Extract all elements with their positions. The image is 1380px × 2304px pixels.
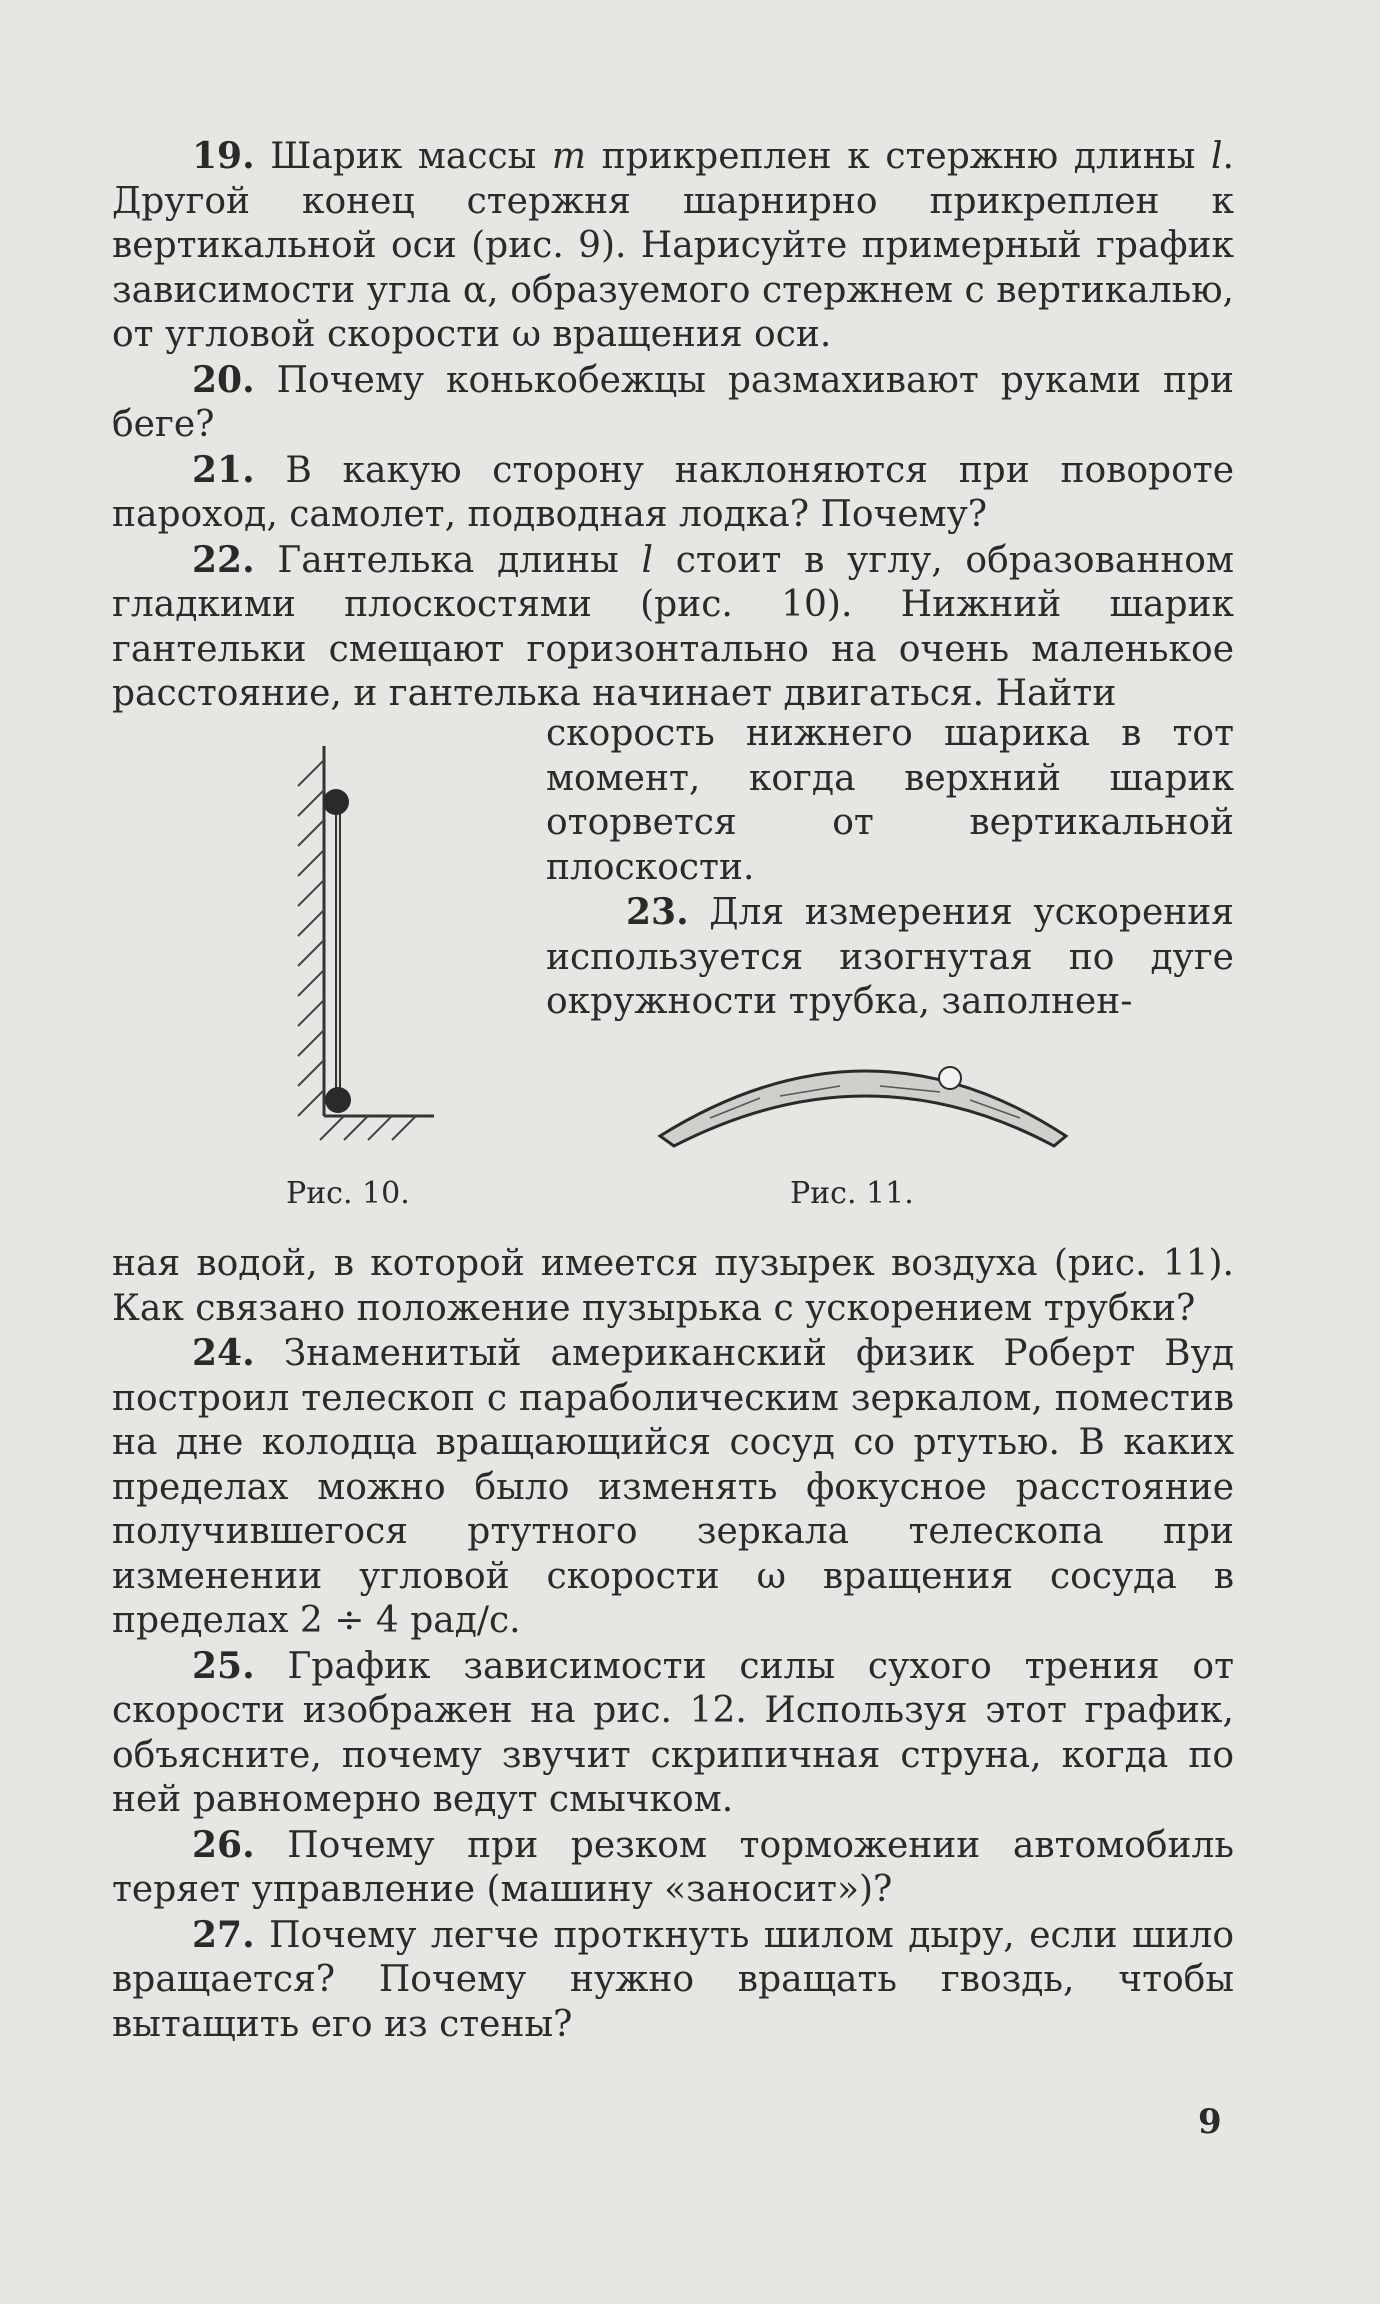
- problem-22-continued: скорость нижнего шарика в тот момент, когда верхний шарик оторвется от вертикальной плоскости.: [546, 713, 1234, 888]
- problem-27: 27. Почему легче проткнуть шилом дыру, если шило вращается? Почему нужно вращать гвоздь, чтобы вытащить его из стены?: [112, 1913, 1234, 2045]
- problem-19: 19. Шарик массы m прикреплен к стержню длины l. Другой конец стержня шарнирно прикреплен к вертикальной оси (рис. 9). Нарисуйте примерный график зависимости угла α, образуемого стержнем с вертикалью, от угловой скорости ω вращения оси.: [112, 135, 1234, 355]
- figure-11-caption: Рис. 11.: [790, 1176, 914, 1211]
- upper-ball: [323, 789, 349, 815]
- problem-23: 23. Для измерения ускорения используется изогнутая по дуге окружности трубка, заполнен-: [546, 891, 1234, 1022]
- problem-23-continued: ная водой, в которой имеется пузырек воздуха (рис. 11). Как связано положение пузырька с ускорением трубки?: [112, 1243, 1234, 1329]
- figure-10-caption: Рис. 10.: [286, 1176, 410, 1211]
- problems-bottom: [112, 1242, 1234, 2047]
- problem-22: 22. Гантелька длины l стоит в углу, образованном гладкими плоскостями (рис. 10). Нижний шарик гантельки смещают горизонтально на очень маленькое расстояние, и гантелька начинает двигаться. Найти: [112, 538, 1234, 714]
- problem-25: 25. График зависимости силы сухого трения от скорости изображен на рис. 12. Используя этот график, объясните, почему звучит скрипичная струна, когда по ней равномерно ведут смычком.: [112, 1644, 1234, 1820]
- problem-26: 26. Почему при резком торможении автомобиль теряет управление (машину «заносит»)?: [112, 1823, 1234, 1910]
- page-number: 9: [1198, 2102, 1222, 2142]
- problem-21: 21. В какую сторону наклоняются при повороте пароход, самолет, подводная лодка? Почему?: [112, 448, 1234, 535]
- figure-10: [284, 730, 444, 1150]
- lower-ball: [325, 1087, 351, 1113]
- air-bubble: [939, 1067, 961, 1089]
- problems-top: [112, 134, 1234, 717]
- problem-24: 24. Знаменитый американский физик Роберт Вуд построил телескоп с параболическим зеркалом, поместив на дне колодца вращающийся сосуд со ртутью. В каких пределах можно было изменять фокусное расстояние получившегося ртутного зеркала телескопа при изменении угловой скорости ω вращения сосуда в пределах 2 ÷ 4 рад/с.: [112, 1332, 1234, 1641]
- problem-20: 20. Почему конькобежцы размахивают руками при беге?: [112, 358, 1234, 445]
- figure-11: [650, 1046, 1090, 1156]
- wrapped-text: [546, 712, 1234, 1025]
